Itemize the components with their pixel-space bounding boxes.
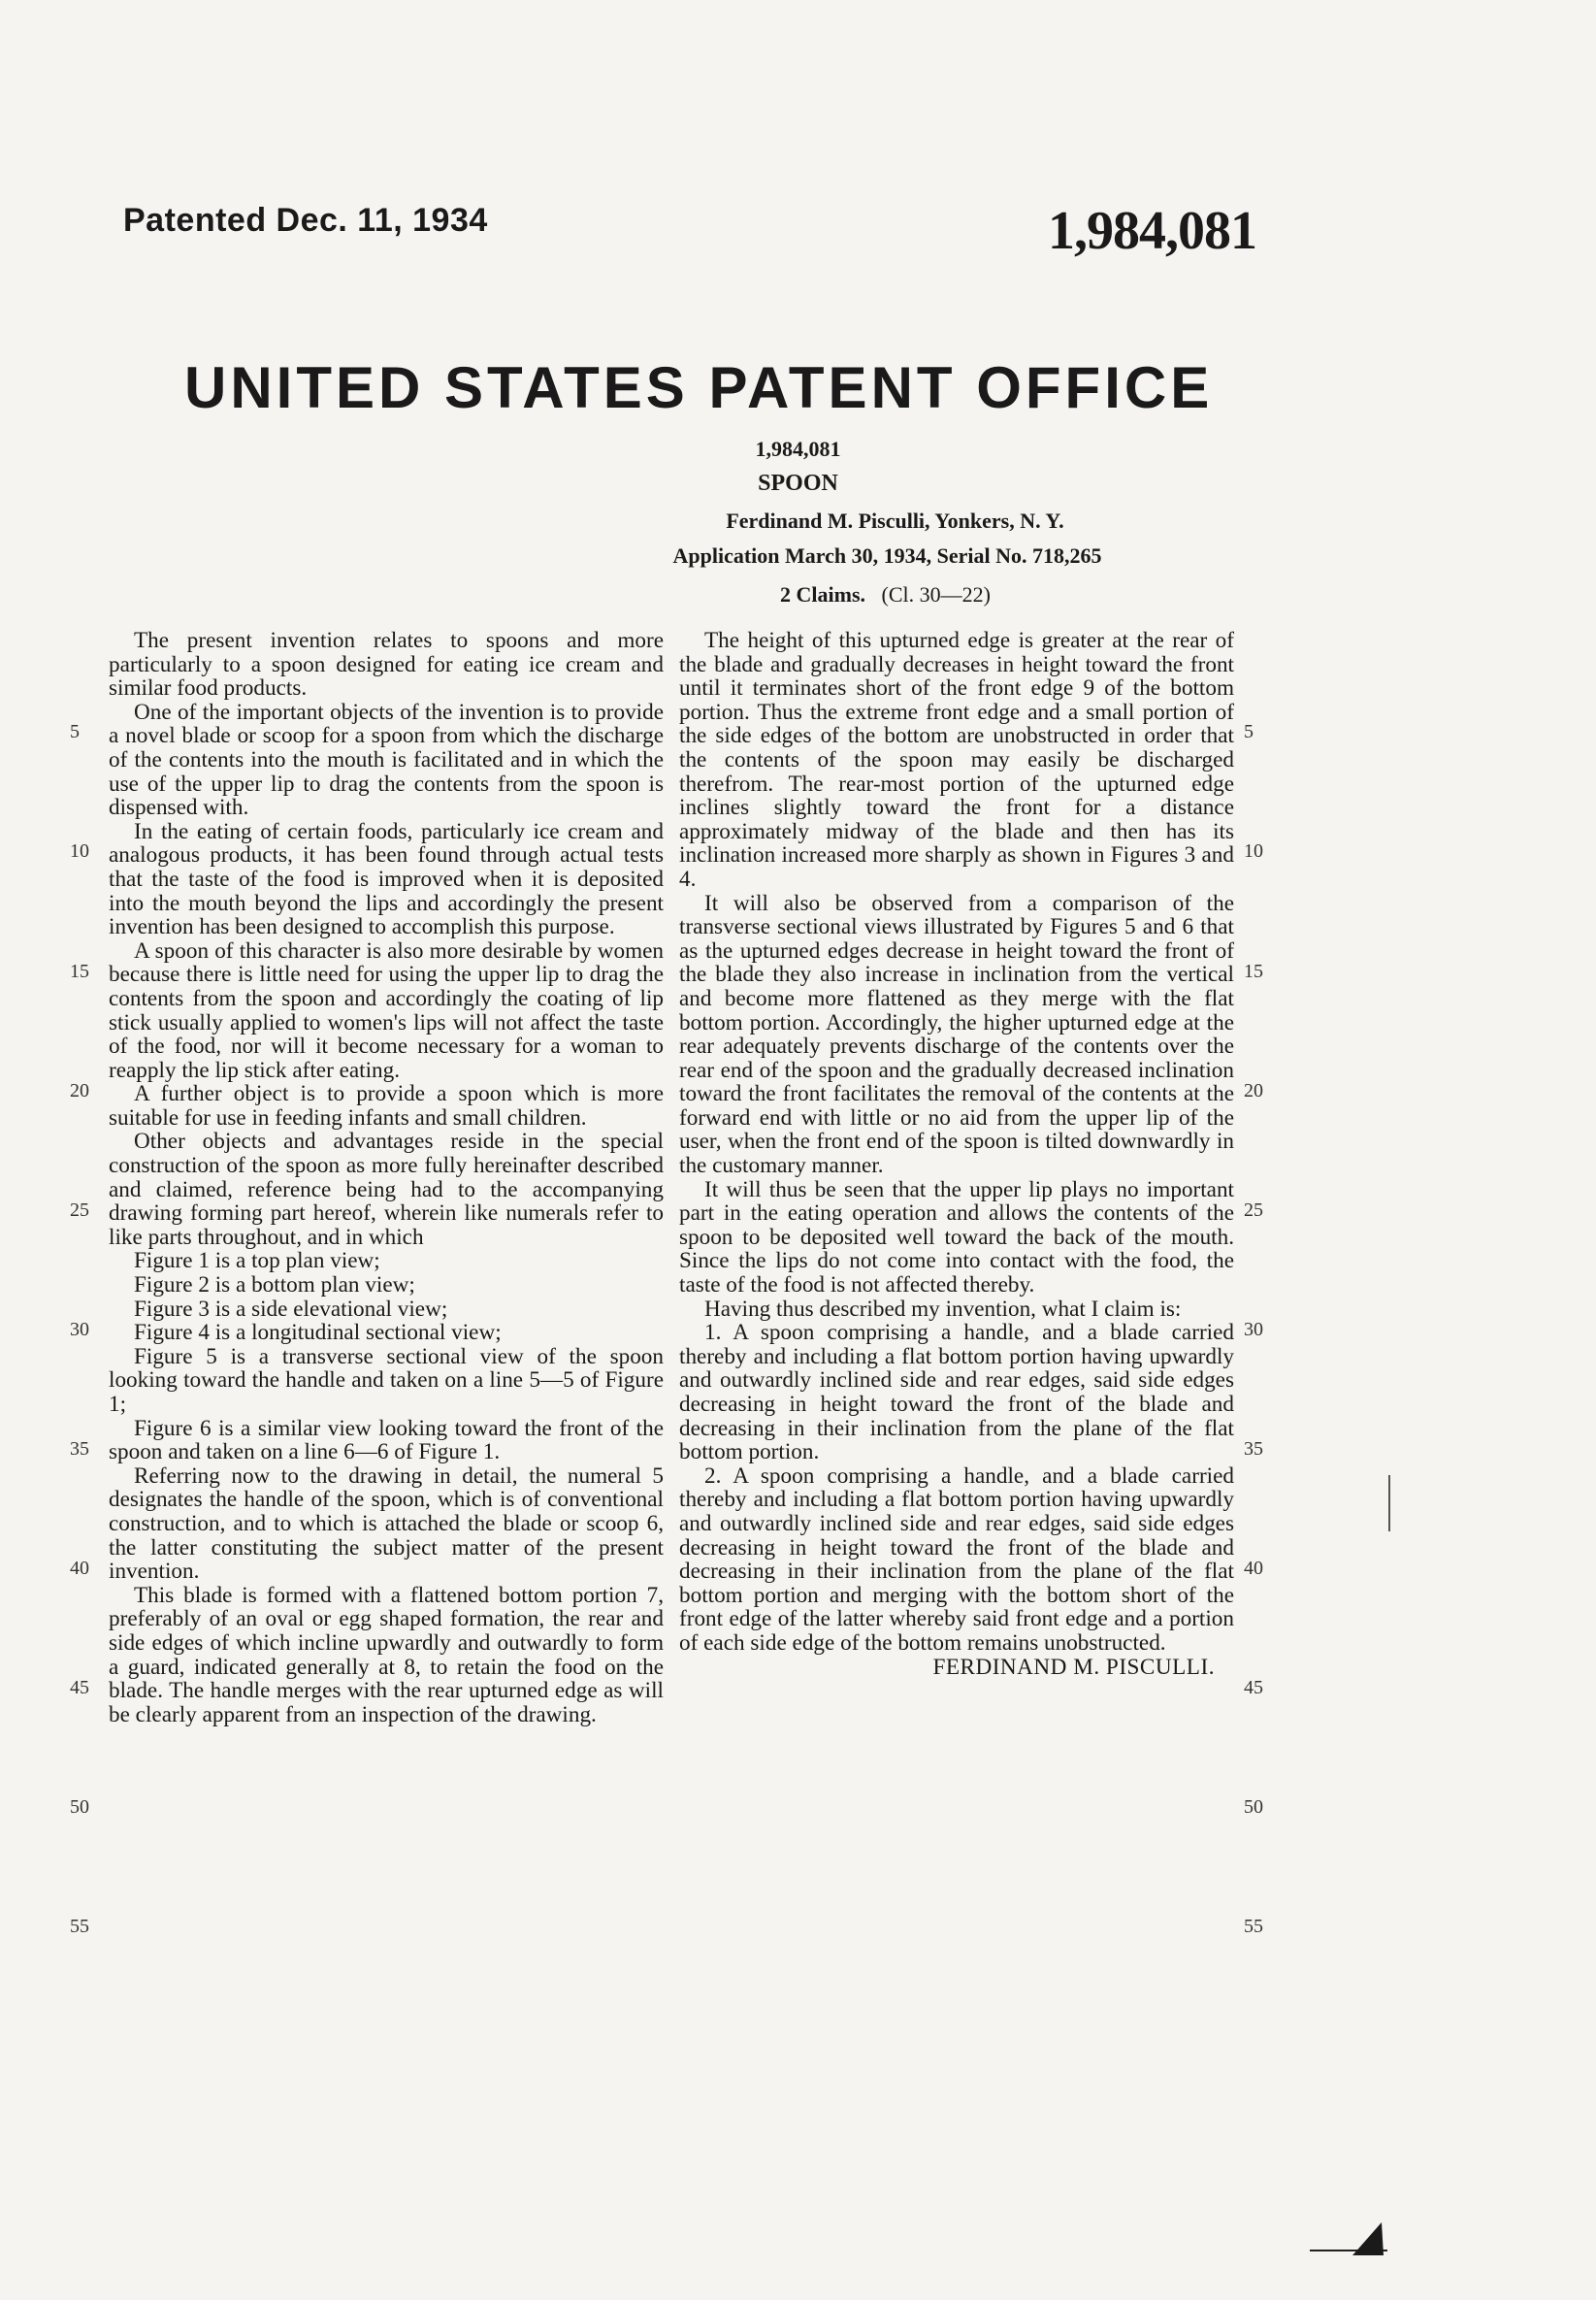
inventor-line: Ferdinand M. Pisculli, Yonkers, N. Y. — [726, 509, 1064, 533]
figure-description: Figure 3 is a side elevational view; — [134, 1296, 448, 1322]
line-number: 45 — [70, 1677, 89, 1698]
left-column — [109, 629, 664, 1726]
patented-date: Patented Dec. 11, 1934 — [123, 202, 488, 239]
line-number: 10 — [70, 840, 89, 862]
patent-number: 1,984,081 — [755, 437, 841, 461]
paragraph: It will thus be seen that the upper lip plays no important part in the eating operation and allows the contents of the spoon to be deposited well toward the back of the mouth. Since the lips do not come into contact with the food, the taste of the food is not affected thereby. — [679, 1176, 1234, 1298]
line-number: 45 — [1244, 1677, 1263, 1698]
inventor-signature: FERDINAND M. PISCULLI. — [932, 1654, 1215, 1680]
line-number: 5 — [70, 721, 80, 742]
line-number: 20 — [70, 1080, 89, 1101]
paragraph: It will also be observed from a comparison of the transverse sectional views illustrated by Figures 5 and 6 that as the upturned edges decrease in height toward the front of the blade they also increase in inclination from the vertical and become more flattened as they merge with the flat bottom portion. Accordingly, the higher upturned edge at the rear adequately prevents discharge of the contents over the rear end of the spoon and the gradually decreased inclination toward the front facilitates the removal of the contents at the forward end with little or no aid from the upper lip of the user, when the front end of the spoon is tilted downwardly in the customary manner. — [679, 890, 1234, 1179]
line-number: 25 — [1244, 1199, 1263, 1221]
figure-description: Figure 4 is a longitudinal sectional view; — [134, 1320, 502, 1346]
line-number: 55 — [70, 1916, 89, 1937]
margin-mark — [1388, 1475, 1390, 1531]
figure-description: Figure 1 is a top plan view; — [134, 1248, 380, 1274]
line-number: 20 — [1244, 1080, 1263, 1101]
paragraph: The height of this upturned edge is greater at the rear of the blade and gradually decreases in height toward the front until it terminates short of the front edge 9 of the bottom portion. Thus the extreme front edge and a small portion of the side edges of the bottom are unobstructed in order that the contents of the spoon may easily be discharged therefrom. The rear-most portion of the upturned edge inclines slightly toward the front for a distance approximately midway of the blade and then has its inclination increased more sharply as shown in Figures 3 and 4. — [679, 628, 1234, 892]
line-number: 35 — [1244, 1438, 1263, 1460]
paragraph: In the eating of certain foods, particularly ice cream and analogous products, it has been found through actual tests that the taste of the food is improved when it is deposited into the mouth beyond the lips and accordingly the present invention has been designed to accomplish this purpose. — [109, 818, 664, 940]
right-column — [679, 629, 1234, 1679]
figure-description: Figure 2 is a bottom plan view; — [134, 1272, 415, 1298]
line-number: 40 — [70, 1558, 89, 1579]
line-number: 25 — [70, 1199, 89, 1221]
application-line: Application March 30, 1934, Serial No. 718,265 — [672, 543, 1102, 568]
patent-number-header: 1,984,081 — [1048, 201, 1256, 261]
line-number: 15 — [1244, 961, 1263, 982]
office-title: UNITED STATES PATENT OFFICE — [184, 355, 1214, 420]
classification: (Cl. 30—22) — [881, 582, 991, 607]
paragraph: One of the important objects of the invention is to provide a novel blade or scoop for a spoon from which the discharge of the contents into the mouth is facilitated and in which the use of the upper lip to drag the contents from the spoon is dispensed with. — [109, 699, 664, 821]
line-number: 40 — [1244, 1558, 1263, 1579]
line-number: 30 — [1244, 1319, 1263, 1340]
line-number: 30 — [70, 1319, 89, 1340]
line-number: 35 — [70, 1438, 89, 1460]
claims-line — [87, 582, 1596, 608]
paragraph: Referring now to the drawing in detail, the numeral 5 designates the handle of the spoon, which is of conventional construction, and to which is attached the blade or scoop 6, the latter constituting the subject matter of the present invention. — [109, 1462, 664, 1585]
line-number: 5 — [1244, 721, 1254, 742]
line-number: 55 — [1244, 1916, 1263, 1937]
corner-mark-icon — [1349, 2222, 1384, 2255]
claim-1: 1. A spoon comprising a handle, and a blade carried thereby and including a flat bottom portion having upwardly and outwardly inclined side and rear edges, said side edges decreasing in height toward the front of the blade and decreasing in their inclination from the plane of the flat bottom portion. — [679, 1320, 1234, 1465]
patent-title: SPOON — [758, 471, 838, 496]
line-number: 10 — [1244, 840, 1263, 862]
claims-count: 2 Claims. — [780, 582, 866, 607]
line-number: 50 — [70, 1796, 89, 1818]
claim-2: 2. A spoon comprising a handle, and a blade carried thereby and including a flat bottom portion having upwardly and outwardly inclined side and rear edges, said side edges decreasing in height toward the front of the blade and decreasing in their inclination from the plane of the flat bottom portion and merging with the bottom short of the front edge of the latter whereby said front edge and a portion of each side edge of the bottom remains unobstructed. — [679, 1462, 1234, 1656]
paragraph: The present invention relates to spoons and more particularly to a spoon designed for eating ice cream and similar food products. — [109, 628, 664, 702]
line-number: 50 — [1244, 1796, 1263, 1818]
paragraph: This blade is formed with a flattened bottom portion 7, preferably of an oval or egg shaped formation, the rear and side edges of which incline upwardly and outwardly to form a guard, indicated generally at 8, to retain the food on the blade. The handle merges with the rear upturned edge as will be clearly apparent from an inspection of the drawing. — [109, 1582, 664, 1727]
paragraph: A further object is to provide a spoon which is more suitable for use in feeding infants and small children. — [109, 1081, 664, 1131]
figure-description: Figure 5 is a transverse sectional view of the spoon looking toward the handle and taken on a line 5—5 of Figure 1; — [109, 1343, 664, 1417]
paragraph: Other objects and advantages reside in the special construction of the spoon as more fully hereinafter described and claimed, reference being had to the accompanying drawing forming part hereof, wherein like numerals refer to like parts throughout, and in which — [109, 1129, 664, 1250]
paragraph: A spoon of this character is also more desirable by women because there is little need for using the upper lip to drag the contents from the spoon and accordingly the coating of lip stick usually applied to women's lips will not affect the taste of the food, nor will it become necessary for a woman to reapply the lip stick after eating. — [109, 937, 664, 1083]
claim-intro: Having thus described my invention, what I claim is: — [704, 1296, 1182, 1322]
line-number: 15 — [70, 961, 89, 982]
figure-description: Figure 6 is a similar view looking toward the front of the spoon and taken on a line 6—6 of Figure 1. — [109, 1415, 664, 1465]
